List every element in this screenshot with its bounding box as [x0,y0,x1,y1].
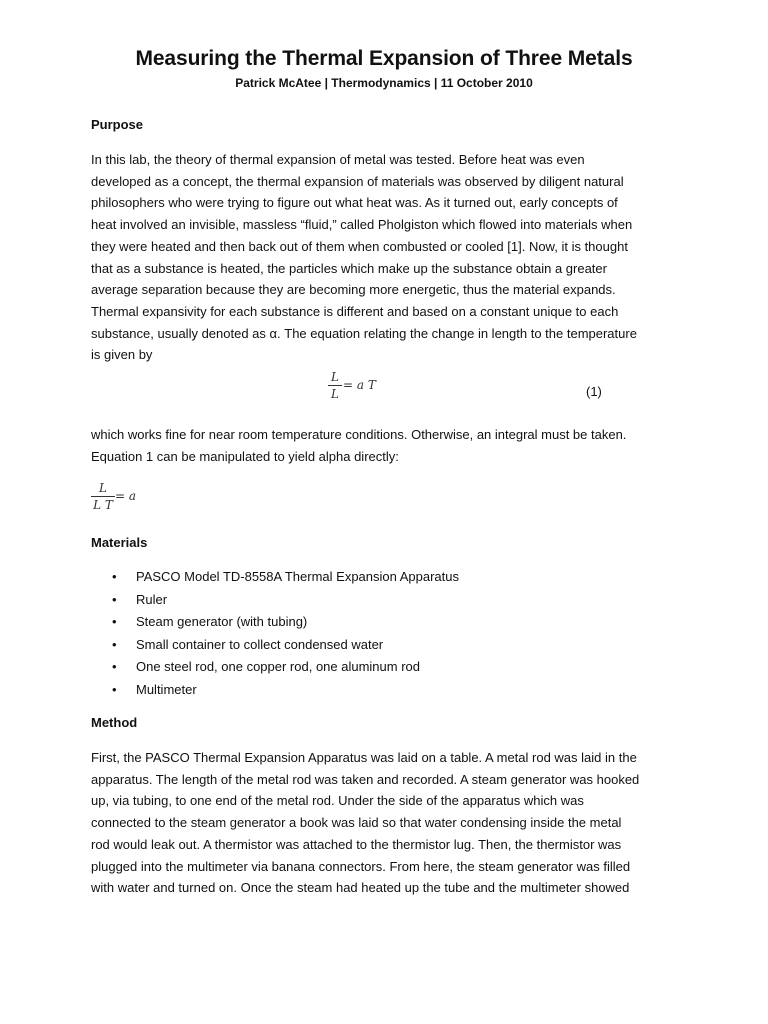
list-item [91,566,459,589]
list-item [91,656,459,679]
paragraph-line: philosophers who were trying to figure out what heat was. As it turned out, early concepts of [91,195,618,211]
equation-2 [91,481,171,521]
equation-2-numerator: L [91,481,115,497]
list-item [91,634,459,657]
list-item [91,679,459,702]
equation-2-denominator: L T [93,498,113,512]
paragraph-line: heat involved an invisible, massless “fluid,” called Pholgiston which flowed into materials when [91,217,633,233]
list-item-text: One steel rod, one copper rod, one aluminum rod [136,659,421,675]
bullet-icon: • [112,636,117,652]
purpose-paragraph [91,149,691,366]
materials-list [91,566,459,702]
paragraph-line: connected to the steam generator a book was laid so that water condensing inside the metal [91,815,622,831]
paragraph-line: they were heated and then back out of them when combusted or cooled [1]. Now, it is thought [91,238,628,254]
list-item-text: Steam generator (with tubing) [136,614,308,630]
paragraph-line: average separation because they are becoming more energetic, thus the material expands. [91,282,616,298]
list-item-text: PASCO Model TD-8558A Thermal Expansion Apparatus [136,569,460,584]
paragraph-line: Equation 1 can be manipulated to yield alpha directly: [91,448,399,464]
bullet-icon: • [112,569,117,584]
after-equation-paragraph [91,424,691,467]
list-item [91,611,459,634]
equation-2-rhs: = a [115,489,137,503]
list-item [91,589,459,612]
method-paragraph [91,747,691,899]
list-item-text: Multimeter [136,681,197,697]
paragraph-line: plugged into the multimeter via banana connectors. From here, the steam generator was filled [91,858,631,874]
paragraph-line: up, via tubing, to one end of the metal rod. Under the side of the apparatus which was [91,793,584,809]
bullet-icon: • [112,681,117,697]
paragraph-line: In this lab, the theory of thermal expansion of metal was tested. Before heat was even [91,152,585,167]
document-subtitle: Patrick McAtee | Thermodynamics | 11 October 2010 [235,76,533,90]
document-title: Measuring the Thermal Expansion of Three Metals [135,47,633,70]
paragraph-line: substance, usually denoted as α. The equation relating the change in length to the temperature [91,325,637,341]
paragraph-line: First, the PASCO Thermal Expansion Apparatus was laid on a table. A metal rod was laid in the [91,750,637,765]
equation-1-numerator: L [328,370,342,386]
bullet-icon: • [112,659,117,675]
paragraph-line: Thermal expansivity for each substance is different and based on a constant unique to each [91,303,619,319]
bullet-icon: • [112,614,117,630]
paragraph-line: which works fine for near room temperature conditions. Otherwise, an integral must be taken. [91,427,627,442]
paragraph-line: rod would leak out. A thermistor was attached to the thermistor lug. Then, the thermistor was [91,836,622,852]
equation-1-denominator: L [331,387,339,401]
paragraph-line: with water and turned on. Once the steam had heated up the tube and the multimeter showed [91,880,630,896]
list-item-text: Ruler [136,591,168,607]
equation-1-rhs: = a T [343,378,376,392]
equation-2-fraction [91,481,115,513]
equation-1-number: (1) [586,384,602,399]
paragraph-line: is given by [91,347,153,363]
paragraph-line: apparatus. The length of the metal rod was taken and recorded. A steam generator was hooked [91,771,640,787]
purpose-heading: Purpose [91,117,144,132]
list-item-text: Small container to collect condensed water [136,636,384,652]
paragraph-line: developed as a concept, the thermal expansion of materials was observed by diligent natural [91,173,624,189]
paragraph-line: that as a substance is heated, the particles which make up the substance obtain a greater [91,260,607,276]
materials-heading: Materials [91,535,148,550]
equation-1 [328,370,408,410]
bullet-icon: • [112,591,117,607]
equation-1-fraction [328,370,342,402]
method-heading: Method [91,715,138,730]
